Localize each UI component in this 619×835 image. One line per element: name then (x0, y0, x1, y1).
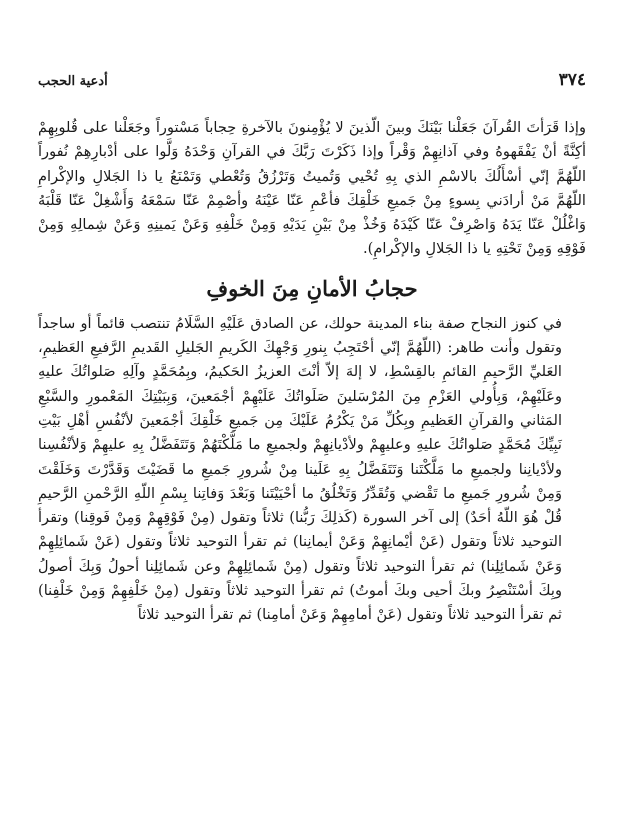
running-title: أدعية الحجب (38, 74, 108, 89)
paragraph-1: وإذا قَرَأتَ القُرآنَ جَعَلْنا بَيْنَكَ وبينَ الّذينَ لا يُؤْمِنونَ بالآخرةِ حِجاباً مَسْتوراً وجَعَلْنا على قُلوبِهِمْ أكِنَّةً أنْ يَفْقَهوهُ وفي آذانِهِمْ وَقْراً وإذا ذَكَرْتَ رَبَّكَ في القرآنِ وَحْدَهُ وَلَّوا على أدْبارِهِمْ نُفوراً اللّهُمَّ إنّي أسْأَلُكَ بالاسْمِ الذي بِهِ تُحْيي وَتُميتُ وَتَرْزُقُ وَتُعْطي وَتَمْنَعُ يا ذا الجَلالِ والإكْرامِ اللّهُمَّ مَنْ أرادَني بِسوءٍ مِنْ جَميعِ خَلْقِكَ فأعْمِ عَنّا عَيْنَهُ وأصْمِمْ عَنّا سَمْعَهُ وَأَشْغِلْ عَنّا قَلْبَهُ وَاغْلُلْ عَنّا يَدَهُ وَاصْرِفْ عَنّا كَيْدَهُ وَخُذْ مِنْ بَيْنِ يَدَيْهِ وَمِنْ خَلْفِهِ وَعَنْ يَمينِهِ وَعَنْ شِمالِهِ وَمِنْ فَوْقِهِ وَمِنْ تَحْتِهِ يا ذا الجَلالِ والإكْرامِ). (38, 119, 586, 258)
page-header (38, 70, 586, 96)
page-number: ٣٧٤ (558, 70, 586, 90)
book-page (38, 70, 586, 628)
paragraph-2: في كنوز النجاح صفة بناء المدينة حولك، عن الصادق عَلَيْهِ السَّلَامُ تنتصب قائماً أو ساجداً وتقول وأنت طاهر: (اللّهُمَّ إنّي أحْتَجِبُ بِنورِ وَجْهِكَ الكَريمِ الجَليلِ القَديمِ الرَّفيعِ العَظيمِ، العَليِّ الرَّحيمِ القائمِ بالقِسْطِ، لا إلهَ إلاّ أنْتَ العزيزُ الحَكيمُ، وبِمُحَمَّدٍ وآلِهِ صَلواتُكَ عليهِ وعَلَيْهِمْ، وَبِأُولي العَزْمِ مِنَ المُرْسَلينَ صَلَواتُكَ عَلَيْهِمْ أجْمَعينَ، وَبِبَيْتِكَ المَعْمورِ والسَّبْعِ المَثاني والقرآنِ العَظيمِ وبِكُلِّ مَنْ يَكْرُمُ عَلَيْكَ مِن جَميعِ خَلْقِكَ أجْمَعينَ لأنْفُسِ أهْلِ بَيْتِ نَبِيِّكَ مُحَمَّدٍ صَلواتُكَ عليهِ وعليهِمْ ولأدْيانِهِمْ ولجميعِ ما مَلَّكْتَهُمْ وَتَتَفَضَّلُ بِهِ عليهِمْ وَلأنْفُسِنا ولأدْيانِنا ولجميعِ ما مَلَّكْتَنا وَتَتَفَضَّلُ بِهِ عَلَينا مِنْ شُرورِ جَميعِ ما قَضَيْتَ وَقَدَّرْتَ وَخَلَقْتَ وَمِنْ شُرورِ جَميعِ ما تَقْضي وَتُقَدِّرُ وَتَخْلُقُ ما أحْيَيْتَنا وَبَعْدَ وَفاتِنا بِسْمِ اللّهِ الرَّحْمنِ الرَّحيمِ قُلْ هُوَ اللّهُ أحَدٌ) إلى آخر السورة (كَذلِكَ رَبُّنا) ثلاثاً وتقول (مِنْ فَوْقِهِمْ وَمِنْ فَوقِنا) وتقرأ التوحيد ثلاثاً وتقول (عَنْ أيْمانِهِمْ وَعَنْ أيمانِنا) ثم تقرأ التوحيد ثلاثاً وتقول (عَنْ شَمائِلِهِمْ وَعَنْ شَمائِلِنا) ثم تقرأ التوحيد ثلاثاً وتقول (مِنْ شَمائِلِهِمْ وعن شَمائِلِنا أحولُ وَبِكَ أصولُ وبِكَ أسْتَنْصِرُ وبكَ أحيى وبكَ أموتُ) ثم تقرأ التوحيد ثلاثاً وتقول (مِنْ خَلْفِهِمْ وَمِنْ خَلْفِنا) ثم تقرأ التوحيد ثلاثاً وتقول (عَنْ أمامِهِمْ وَعَنْ أمامِنا) ثم تقرأ التوحيد ثلاثاً (38, 314, 562, 624)
section-title: حجابُ الأمانِ مِنَ الخوفِ (206, 275, 418, 301)
